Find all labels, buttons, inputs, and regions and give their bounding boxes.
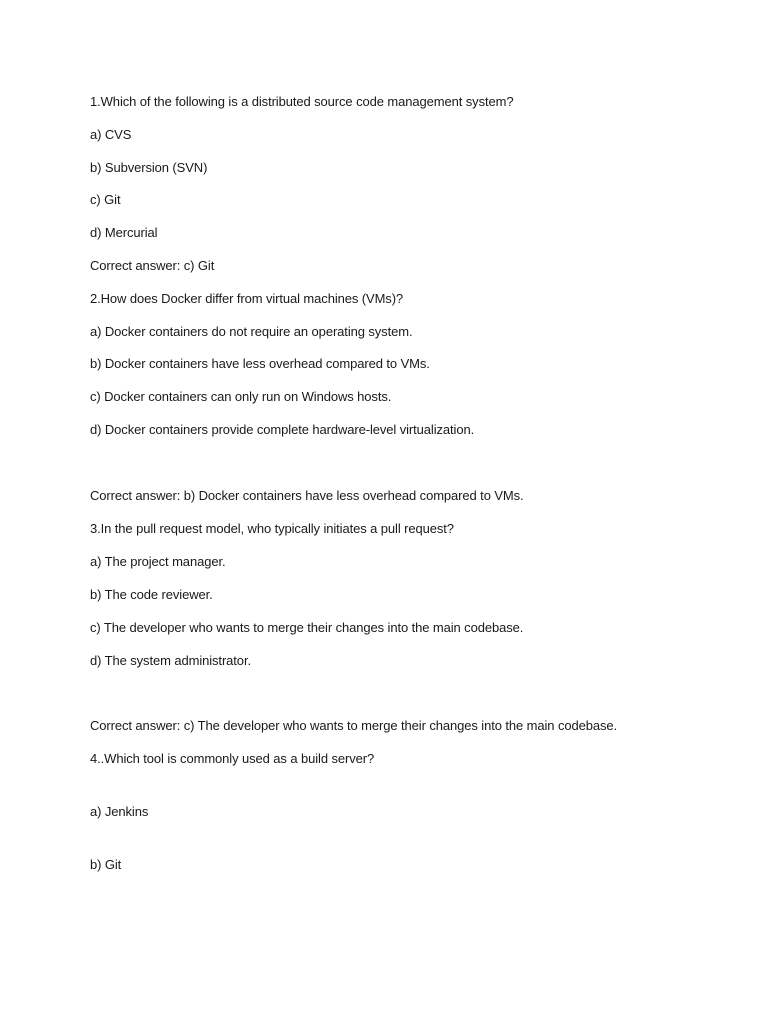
question-3-text: 3.In the pull request model, who typically initiates a pull request? [90,521,454,536]
question-1-text: 1.Which of the following is a distributed source code management system? [90,94,514,109]
question-2-option-c: c) Docker containers can only run on Windows hosts. [90,389,392,404]
question-2-option-a: a) Docker containers do not require an operating system. [90,324,413,339]
question-2-option-b: b) Docker containers have less overhead compared to VMs. [90,356,430,371]
question-3-option-a: a) The project manager. [90,554,226,569]
question-3-answer: Correct answer: c) The developer who wants to merge their changes into the main codebase. [90,718,618,733]
question-4-text: 4..Which tool is commonly used as a build server? [90,751,375,766]
question-1-option-d: d) Mercurial [90,225,158,240]
question-3-option-c: c) The developer who wants to merge their changes into the main codebase. [90,620,524,635]
question-3-option-b: b) The code reviewer. [90,587,213,602]
question-1-option-c: c) Git [90,192,121,207]
question-1-option-b: b) Subversion (SVN) [90,160,208,175]
question-2-answer: Correct answer: b) Docker containers have less overhead compared to VMs. [90,488,524,503]
question-2-text: 2.How does Docker differ from virtual machines (VMs)? [90,291,404,306]
question-4-option-a: a) Jenkins [90,804,149,819]
question-2-option-d: d) Docker containers provide complete hardware-level virtualization. [90,422,475,437]
question-1-answer: Correct answer: c) Git [90,258,215,273]
question-4-option-b: b) Git [90,857,122,872]
question-1-option-a: a) CVS [90,127,132,142]
question-3-option-d: d) The system administrator. [90,653,251,668]
